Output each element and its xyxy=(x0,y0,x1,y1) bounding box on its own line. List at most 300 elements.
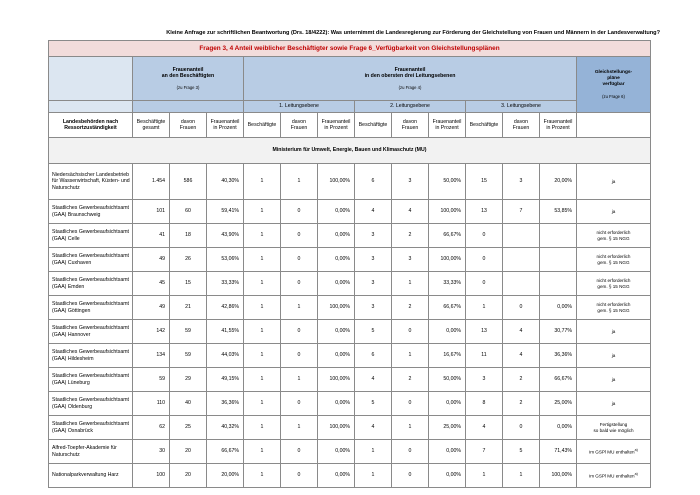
row-l2-frauen xyxy=(392,224,429,248)
row-l3-frauen xyxy=(503,416,540,440)
row-l1-frauen xyxy=(281,320,318,344)
row-l3-frauen-value: 5 xyxy=(519,448,523,455)
row-l3-besch xyxy=(466,392,503,416)
row-b-frauen xyxy=(170,200,207,224)
row-l3-besch xyxy=(466,164,503,200)
row-behoerde xyxy=(49,344,133,368)
row-behoerde xyxy=(49,320,133,344)
level-header-row xyxy=(49,101,651,113)
row-b-gesamt xyxy=(133,200,170,224)
row-l2-frauen-value: 0 xyxy=(408,448,412,455)
row-l2-besch-value: 5 xyxy=(371,328,375,335)
row-l1-prozent xyxy=(318,416,355,440)
row-behoerde xyxy=(49,464,133,488)
row-l1-besch-value: 1 xyxy=(260,424,264,431)
row-b-prozent-value: 20,00% xyxy=(221,472,239,479)
row-l3-frauen xyxy=(503,200,540,224)
table-row xyxy=(49,164,651,200)
row-b-gesamt-value: 41 xyxy=(159,232,165,239)
row-l3-besch xyxy=(466,248,503,272)
table-row xyxy=(49,272,651,296)
row-l3-prozent xyxy=(540,200,577,224)
row-l3-besch-value: 4 xyxy=(482,424,486,431)
row-b-gesamt-value: 100 xyxy=(156,472,165,479)
row-b-gesamt-value: 49 xyxy=(159,304,165,311)
row-behoerde-value: Staatliches Gewerbeaufsichtsamt (GAA) Hildesheim xyxy=(52,349,129,362)
row-l2-besch xyxy=(355,320,392,344)
row-l1-prozent xyxy=(318,248,355,272)
row-l2-besch-value: 4 xyxy=(371,424,375,431)
table-row xyxy=(49,296,651,320)
row-l1-prozent xyxy=(318,164,355,200)
row-l3-frauen-value: 7 xyxy=(519,208,523,215)
row-l1-frauen-value: 0 xyxy=(297,232,301,239)
row-l3-prozent xyxy=(540,440,577,464)
row-l1-besch-value: 1 xyxy=(260,256,264,263)
row-l3-prozent-value: 36,36% xyxy=(554,352,572,359)
row-b-frauen xyxy=(170,248,207,272)
row-l2-besch-value: 3 xyxy=(371,256,375,263)
row-l3-frauen-value: 1 xyxy=(519,472,523,479)
row-plaene-value: nicht erforderlich gem. § 15 NGG xyxy=(596,229,631,241)
row-behoerde-value: Nationalparkverwaltung Harz xyxy=(52,472,119,479)
row-l1-besch-value: 1 xyxy=(260,376,264,383)
row-l2-prozent-value: 33,33% xyxy=(443,280,461,287)
row-b-prozent-value: 59,41% xyxy=(221,208,239,215)
row-l2-prozent-value: 0,00% xyxy=(446,448,461,455)
row-b-prozent xyxy=(207,320,244,344)
row-plaene xyxy=(577,200,651,224)
row-l3-prozent-value: 0,00% xyxy=(557,424,572,431)
row-l1-besch xyxy=(244,200,281,224)
row-plaene xyxy=(577,392,651,416)
group-title-beschaeftigte: Frauenanteil an den Beschäftigten xyxy=(161,66,215,80)
row-behoerde-value: Niedersächsischer Landesbetrieb für Wasserwirtschaft, Küsten- und Naturschutz xyxy=(52,171,130,191)
row-b-frauen-value: 40 xyxy=(185,400,191,407)
row-l3-frauen xyxy=(503,164,540,200)
row-l1-prozent-value: 0,00% xyxy=(335,472,350,479)
row-l2-frauen xyxy=(392,464,429,488)
row-b-gesamt-value: 142 xyxy=(156,328,165,335)
row-l3-prozent xyxy=(540,164,577,200)
row-b-gesamt-value: 101 xyxy=(156,208,165,215)
row-l3-frauen-value: 2 xyxy=(519,376,523,383)
col-behoerde: Landesbehörden nach Ressortzuständigkeit xyxy=(49,113,133,138)
row-b-gesamt xyxy=(133,440,170,464)
row-behoerde-value: Staatliches Gewerbeaufsichtsamt (GAA) Cuxhaven xyxy=(52,253,129,266)
row-l2-prozent-value: 66,67% xyxy=(443,232,461,239)
table-row xyxy=(49,344,651,368)
row-l1-besch xyxy=(244,392,281,416)
row-l3-prozent xyxy=(540,416,577,440)
row-l1-frauen-value: 0 xyxy=(297,352,301,359)
row-l3-prozent-value: 53,85% xyxy=(554,208,572,215)
table-row xyxy=(49,224,651,248)
row-l1-besch xyxy=(244,320,281,344)
row-behoerde-value: Staatliches Gewerbeaufsichtsamt (GAA) Braunschweig xyxy=(52,205,129,218)
table-row xyxy=(49,248,651,272)
row-l3-prozent-value: 71,43% xyxy=(554,448,572,455)
row-l1-frauen-value: 0 xyxy=(297,328,301,335)
banner-title: Fragen 3, 4 Anteil weiblicher Beschäftigter sowie Frage 6_Verfügbarkeit von Gleichstellungsplänen xyxy=(49,41,651,57)
col-l3-besch: Beschäftigte xyxy=(466,113,503,138)
row-l2-frauen-value: 0 xyxy=(408,328,412,335)
row-l1-besch-value: 1 xyxy=(260,400,264,407)
row-l2-prozent xyxy=(429,164,466,200)
row-l1-besch-value: 1 xyxy=(260,472,264,479)
row-behoerde-value: Staatliches Gewerbeaufsichtsamt (GAA) Hannover xyxy=(52,325,129,338)
row-l3-prozent xyxy=(540,392,577,416)
row-b-frauen xyxy=(170,440,207,464)
col-l2-besch: Beschäftigte xyxy=(355,113,392,138)
row-l1-prozent xyxy=(318,344,355,368)
row-b-prozent xyxy=(207,368,244,392)
row-l1-frauen xyxy=(281,392,318,416)
row-l1-frauen xyxy=(281,416,318,440)
row-l1-prozent-value: 100,00% xyxy=(329,304,350,311)
row-b-frauen xyxy=(170,320,207,344)
row-l1-besch xyxy=(244,464,281,488)
row-b-frauen xyxy=(170,392,207,416)
row-l1-besch xyxy=(244,224,281,248)
row-b-frauen-value: 20 xyxy=(185,472,191,479)
row-l2-besch xyxy=(355,164,392,200)
col-b-prozent: Frauenanteil in Prozent xyxy=(207,113,244,138)
row-plaene xyxy=(577,164,651,200)
row-l2-besch-value: 5 xyxy=(371,400,375,407)
row-l3-prozent xyxy=(540,368,577,392)
level-header-1: 1. Leitungsebene xyxy=(244,101,355,113)
row-b-gesamt-value: 62 xyxy=(159,424,165,431)
row-l1-frauen-value: 1 xyxy=(297,178,301,185)
row-l2-frauen-value: 3 xyxy=(408,178,412,185)
row-l3-besch xyxy=(466,368,503,392)
row-l2-prozent xyxy=(429,464,466,488)
row-l2-frauen xyxy=(392,392,429,416)
row-l3-frauen-value: 3 xyxy=(519,178,523,185)
row-b-frauen xyxy=(170,296,207,320)
row-l2-prozent-value: 50,00% xyxy=(443,178,461,185)
row-b-frauen-value: 20 xyxy=(185,448,191,455)
row-plaene-value: nicht erforderlich gem. § 15 NGG xyxy=(596,301,631,313)
row-l2-frauen xyxy=(392,344,429,368)
row-behoerde xyxy=(49,416,133,440)
group-header-leitung xyxy=(244,57,577,101)
row-l3-besch-value: 0 xyxy=(482,256,486,263)
row-l2-frauen-value: 1 xyxy=(408,280,412,287)
row-l1-frauen xyxy=(281,272,318,296)
row-l2-besch xyxy=(355,296,392,320)
row-b-frauen xyxy=(170,164,207,200)
row-l1-besch-value: 1 xyxy=(260,448,264,455)
row-l2-prozent xyxy=(429,344,466,368)
row-l2-besch xyxy=(355,464,392,488)
row-plaene-value: Fertigstellung so bald wie möglich xyxy=(593,421,634,433)
group-header-row xyxy=(49,57,651,101)
row-l3-frauen xyxy=(503,224,540,248)
table-row xyxy=(49,368,651,392)
row-l3-besch-value: 13 xyxy=(481,208,487,215)
row-plaene-value: nicht erforderlich gem. § 15 NGG xyxy=(596,277,631,289)
row-l2-prozent xyxy=(429,440,466,464)
row-b-frauen-value: 29 xyxy=(185,376,191,383)
row-l1-frauen-value: 0 xyxy=(297,256,301,263)
row-b-frauen-value: 586 xyxy=(183,178,193,185)
row-l1-besch xyxy=(244,416,281,440)
row-b-prozent-value: 53,06% xyxy=(221,256,239,263)
row-l1-besch xyxy=(244,296,281,320)
row-l2-prozent xyxy=(429,320,466,344)
row-l3-besch xyxy=(466,200,503,224)
row-plaene-value: im GSPl MU enthalten xyxy=(589,473,635,479)
row-l1-besch-value: 1 xyxy=(260,352,264,359)
row-l2-prozent-value: 100,00% xyxy=(440,256,461,263)
row-plaene-value: ja xyxy=(611,376,616,382)
row-l1-frauen xyxy=(281,296,318,320)
row-l1-prozent-value: 0,00% xyxy=(335,400,350,407)
row-behoerde xyxy=(49,272,133,296)
row-l1-frauen xyxy=(281,464,318,488)
row-b-prozent xyxy=(207,392,244,416)
row-b-prozent-value: 33,33% xyxy=(221,280,239,287)
row-l3-frauen xyxy=(503,272,540,296)
row-b-gesamt-value: 110 xyxy=(156,400,165,407)
table-row xyxy=(49,200,651,224)
row-b-frauen-value: 59 xyxy=(185,328,191,335)
row-b-gesamt-value: 1.454 xyxy=(152,178,165,185)
row-plaene-value: ja xyxy=(611,328,616,334)
row-l1-frauen xyxy=(281,344,318,368)
row-l2-besch xyxy=(355,248,392,272)
table-row xyxy=(49,392,651,416)
row-l1-prozent xyxy=(318,224,355,248)
row-plaene-value: ja xyxy=(611,400,616,406)
row-l2-prozent-value: 100,00% xyxy=(440,208,461,215)
row-l2-besch xyxy=(355,344,392,368)
group-header-plaene xyxy=(577,57,651,113)
row-l3-prozent-value: 25,00% xyxy=(554,400,572,407)
group-title-leitung: Frauenanteil in den obersten drei Leitungsebenen xyxy=(364,66,456,80)
col-l1-frauen: davon Frauen xyxy=(281,113,318,138)
row-l3-prozent xyxy=(540,320,577,344)
row-behoerde xyxy=(49,248,133,272)
row-l2-besch xyxy=(355,368,392,392)
row-l3-frauen xyxy=(503,320,540,344)
row-l1-besch xyxy=(244,248,281,272)
row-l2-prozent xyxy=(429,392,466,416)
row-b-gesamt xyxy=(133,464,170,488)
footnote-marker: a) xyxy=(634,471,638,476)
level-empty xyxy=(49,101,133,113)
row-b-gesamt xyxy=(133,296,170,320)
row-b-prozent xyxy=(207,344,244,368)
row-plaene xyxy=(577,344,651,368)
row-l1-prozent xyxy=(318,272,355,296)
row-plaene xyxy=(577,296,651,320)
row-b-prozent-value: 40,32% xyxy=(221,424,239,431)
row-l2-frauen xyxy=(392,296,429,320)
table-row xyxy=(49,440,651,464)
row-b-gesamt-value: 134 xyxy=(156,352,165,359)
row-b-frauen-value: 21 xyxy=(185,304,191,311)
row-l3-besch xyxy=(466,464,503,488)
row-b-prozent xyxy=(207,200,244,224)
row-behoerde-value: Staatliches Gewerbeaufsichtsamt (GAA) Celle xyxy=(52,229,129,242)
row-l3-besch-value: 1 xyxy=(482,472,486,479)
row-l2-frauen xyxy=(392,164,429,200)
row-l1-frauen xyxy=(281,368,318,392)
row-l2-prozent-value: 25,00% xyxy=(443,424,461,431)
row-l2-prozent-value: 66,67% xyxy=(443,304,461,311)
row-l3-frauen xyxy=(503,296,540,320)
row-l2-prozent-value: 0,00% xyxy=(446,328,461,335)
row-l3-frauen-value: 0 xyxy=(519,424,523,431)
row-l2-besch xyxy=(355,416,392,440)
row-l1-frauen xyxy=(281,200,318,224)
row-l3-besch xyxy=(466,224,503,248)
row-l2-prozent-value: 0,00% xyxy=(446,472,461,479)
level-empty-beschaeftigte xyxy=(133,101,244,113)
row-l1-prozent xyxy=(318,464,355,488)
row-l1-frauen xyxy=(281,224,318,248)
row-l2-prozent-value: 0,00% xyxy=(446,400,461,407)
row-plaene-value: im GSPl MU enthalten xyxy=(589,449,635,455)
row-l3-besch-value: 7 xyxy=(482,448,486,455)
row-l2-frauen-value: 0 xyxy=(408,400,412,407)
row-b-gesamt xyxy=(133,368,170,392)
row-l3-besch-value: 11 xyxy=(481,352,487,359)
row-l1-prozent-value: 0,00% xyxy=(335,232,350,239)
row-l1-besch-value: 1 xyxy=(260,232,264,239)
row-l1-frauen-value: 1 xyxy=(297,376,301,383)
row-l3-prozent xyxy=(540,344,577,368)
row-l2-besch-value: 3 xyxy=(371,232,375,239)
row-l1-prozent xyxy=(318,320,355,344)
row-l3-frauen xyxy=(503,392,540,416)
row-b-gesamt-value: 59 xyxy=(159,376,165,383)
row-l2-frauen-value: 2 xyxy=(408,376,412,383)
row-l2-prozent xyxy=(429,248,466,272)
col-l3-prozent: Frauenanteil in Prozent xyxy=(540,113,577,138)
row-b-frauen-value: 15 xyxy=(185,280,191,287)
row-l3-frauen-value: 0 xyxy=(519,304,523,311)
col-l2-frauen: davon Frauen xyxy=(392,113,429,138)
row-l1-prozent-value: 100,00% xyxy=(329,178,350,185)
row-l3-prozent xyxy=(540,248,577,272)
row-l1-prozent xyxy=(318,200,355,224)
row-l2-besch xyxy=(355,392,392,416)
row-l2-besch-value: 6 xyxy=(371,352,375,359)
row-behoerde xyxy=(49,224,133,248)
group-note-beschaeftigte: (zu Frage 3) xyxy=(176,84,200,90)
row-l3-besch xyxy=(466,440,503,464)
row-l1-frauen xyxy=(281,248,318,272)
table-row xyxy=(49,416,651,440)
row-plaene xyxy=(577,464,651,488)
row-l1-frauen-value: 0 xyxy=(297,448,301,455)
row-behoerde-value: Staatliches Gewerbeaufsichtsamt (GAA) Oldenburg xyxy=(52,397,129,410)
row-l3-besch-value: 1 xyxy=(482,304,486,311)
row-l3-prozent-value: 100,00% xyxy=(551,472,572,479)
row-b-prozent-value: 44,03% xyxy=(221,352,239,359)
row-l2-prozent-value: 50,00% xyxy=(443,376,461,383)
row-plaene xyxy=(577,224,651,248)
row-l1-besch xyxy=(244,272,281,296)
row-b-prozent-value: 66,67% xyxy=(221,448,239,455)
group-header-beschaeftigte xyxy=(133,57,244,101)
row-l3-prozent xyxy=(540,296,577,320)
row-l1-besch-value: 1 xyxy=(260,304,264,311)
row-l1-prozent xyxy=(318,392,355,416)
table-row xyxy=(49,320,651,344)
row-l1-besch xyxy=(244,368,281,392)
row-l3-frauen xyxy=(503,464,540,488)
row-b-frauen xyxy=(170,368,207,392)
row-l2-besch-value: 1 xyxy=(371,448,375,455)
row-l3-besch-value: 0 xyxy=(482,280,486,287)
row-l2-prozent xyxy=(429,272,466,296)
row-l1-besch xyxy=(244,344,281,368)
row-l1-frauen-value: 0 xyxy=(297,400,301,407)
group-title-plaene: Gleichstellungs- pläne verfügbar xyxy=(594,69,633,87)
row-l2-besch-value: 3 xyxy=(371,280,375,287)
row-plaene-value: ja xyxy=(611,178,616,184)
col-b-gesamt: Beschäftigte gesamt xyxy=(133,113,170,138)
row-b-frauen-value: 59 xyxy=(185,352,191,359)
row-l1-frauen-value: 0 xyxy=(297,472,301,479)
row-l2-prozent xyxy=(429,296,466,320)
row-l2-besch-value: 6 xyxy=(371,178,375,185)
row-behoerde-value: Staatliches Gewerbeaufsichtsamt (GAA) Göttingen xyxy=(52,301,129,314)
ministry-name: Ministerium für Umwelt, Energie, Bauen und Klimaschutz (MU) xyxy=(49,138,651,164)
row-plaene xyxy=(577,416,651,440)
row-plaene xyxy=(577,368,651,392)
row-b-gesamt xyxy=(133,320,170,344)
row-behoerde xyxy=(49,440,133,464)
row-l3-besch xyxy=(466,344,503,368)
row-l2-besch xyxy=(355,272,392,296)
row-b-prozent xyxy=(207,248,244,272)
row-l3-frauen xyxy=(503,440,540,464)
row-l2-prozent xyxy=(429,200,466,224)
row-l1-prozent-value: 0,00% xyxy=(335,352,350,359)
row-behoerde-value: Alfred-Toepfer-Akademie für Naturschutz xyxy=(52,445,117,458)
row-l3-prozent-value: 20,00% xyxy=(554,178,572,185)
row-b-prozent xyxy=(207,224,244,248)
row-l2-prozent xyxy=(429,416,466,440)
row-plaene xyxy=(577,320,651,344)
row-l2-prozent xyxy=(429,368,466,392)
row-l1-frauen-value: 1 xyxy=(297,424,301,431)
row-b-gesamt xyxy=(133,344,170,368)
row-b-frauen-value: 25 xyxy=(185,424,191,431)
row-b-prozent-value: 49,15% xyxy=(221,376,239,383)
group-note-leitung: (zu Frage 4) xyxy=(398,84,422,90)
row-behoerde xyxy=(49,164,133,200)
row-l1-prozent-value: 100,00% xyxy=(329,424,350,431)
row-l3-prozent-value: 30,77% xyxy=(554,328,572,335)
row-l3-besch xyxy=(466,272,503,296)
row-l3-besch-value: 13 xyxy=(481,328,487,335)
row-b-frauen xyxy=(170,344,207,368)
header-empty xyxy=(49,57,133,101)
row-l1-prozent xyxy=(318,368,355,392)
col-b-frauen: davon Frauen xyxy=(170,113,207,138)
row-l3-frauen xyxy=(503,248,540,272)
row-l1-frauen-value: 1 xyxy=(297,304,301,311)
row-plaene xyxy=(577,248,651,272)
row-l2-frauen xyxy=(392,248,429,272)
